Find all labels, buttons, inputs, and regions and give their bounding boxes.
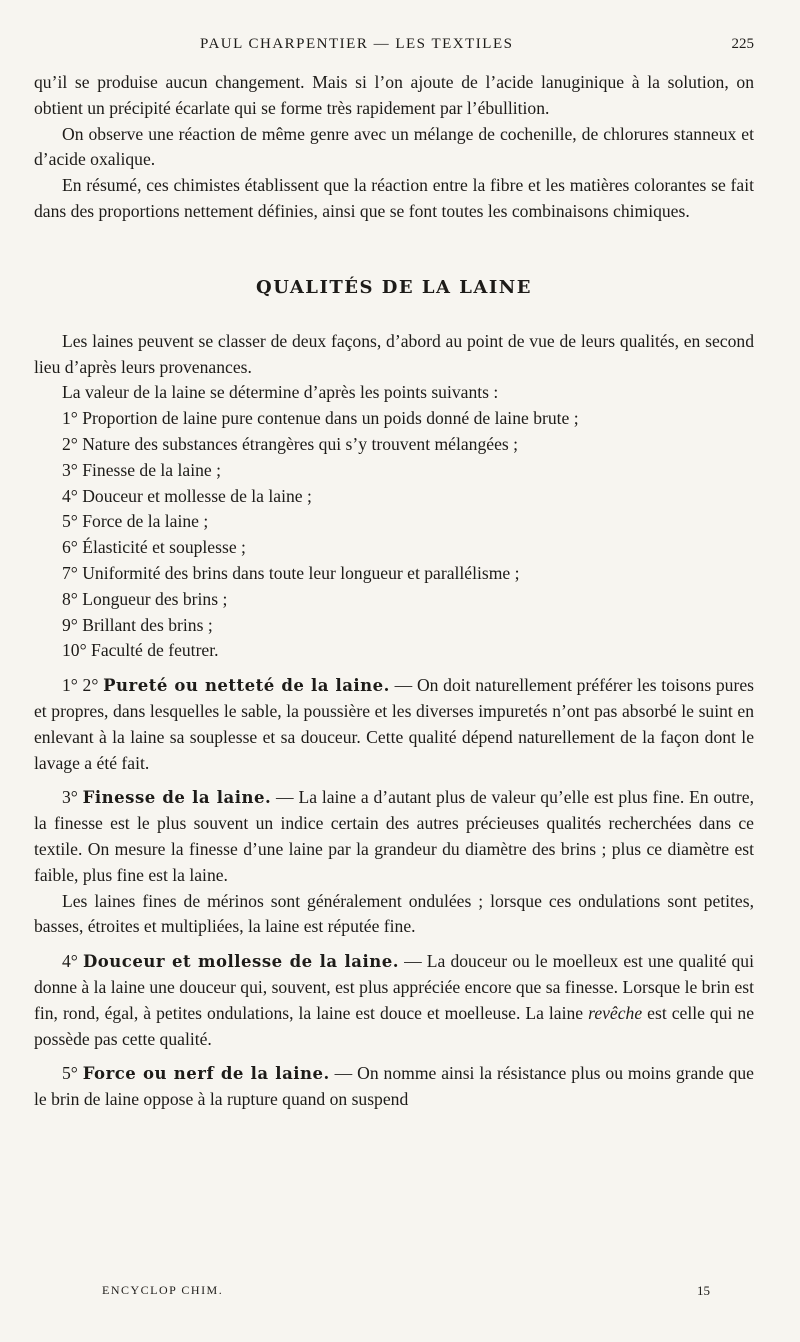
section-paragraph-1: Les laines peuvent se classer de deux façons, d’abord au point de vue de leurs qualités, en second lieu d’après leurs provenances. <box>34 330 754 377</box>
list-item: 6° Élasticité et souplesse ; <box>62 537 246 558</box>
intro-paragraph-1: qu’il se produise aucun changement. Mais si l’on ajoute de l’acide lanuginique à la solution, on obtient un précipité écarlate qui se forme très rapidement par l’ébullition. <box>34 72 754 118</box>
item-text: — La douceur ou le moelleux est une qualité qui donne à la laine une douceur qui, souvent, est plus appréciée encore que sa finesse. Lorsque le brin est fin, rond, égal, à petites ondulations, la laine est douce et moelleuse. La laine <box>34 951 754 1023</box>
item-douceur <box>34 949 754 1052</box>
item-text: — On nomme ainsi la résistance plus ou moins grande que le brin de laine oppose à la rupture quand on suspend <box>34 1063 754 1110</box>
list-item: 9° Brillant des brins ; <box>62 614 213 635</box>
item-purete <box>34 673 754 776</box>
quality-points-list <box>34 406 754 664</box>
list-item: 2° Nature des substances étrangères qui s’y trouvent mélangées ; <box>62 433 519 454</box>
list-item: 8° Longueur des brins ; <box>62 588 228 609</box>
running-title: PAUL CHARPENTIER — LES TEXTILES <box>200 36 514 52</box>
list-item: 7° Uniformité des brins dans toute leur longueur et parallélisme ; <box>62 562 520 583</box>
signature-mark: ENCYCLOP CHIM. <box>102 1283 224 1297</box>
page-number: 225 <box>731 36 754 52</box>
item-number: 1° 2° <box>62 675 99 696</box>
list-item: 3° Finesse de la laine ; <box>62 459 221 480</box>
list-item: 1° Proportion de laine pure contenue dans un poids donné de laine brute ; <box>62 408 579 429</box>
item-heading: Pureté ou netteté de la laine. <box>103 676 390 696</box>
item-finesse <box>34 785 754 888</box>
item-text: — La laine a d’autant plus de valeur qu’elle est plus fine. En outre, la finesse est le plus souvent un indice certain des autres précieuses qualités recherchées dans ce textile. On mesure la finesse d’une laine par la grandeur du diamètre des brins ; plus ce diamètre est faible, plus fine est la laine. <box>34 787 754 885</box>
intro-paragraph-2: On observe une réaction de même genre avec un mélange de cochenille, de chlorures stanneux et d’acide oxalique. <box>34 123 754 170</box>
page-footer <box>102 1283 710 1299</box>
section-paragraph-2: La valeur de la laine se détermine d’après les points suivants : <box>62 382 499 403</box>
item-text: — On doit naturellement préférer les toisons pures et propres, dans lesquelles le sable, la poussière et les diverses impuretés n’ont pas absorbé le suint en enlevant à la laine sa souplesse et sa douceur. Cette qualité dépend naturellement de la façon dont le lavage a été fait. <box>34 675 754 773</box>
list-item: 5° Force de la laine ; <box>62 511 209 532</box>
item-heading: Force ou nerf de la laine. <box>82 1064 330 1084</box>
item-finesse-paragraph-2: Les laines fines de mérinos sont généralement ondulées ; lorsque ces ondulations sont petites, basses, étroites et multipliées, la laine est réputée fine. <box>34 890 754 937</box>
item-heading: Finesse de la laine. <box>82 788 272 808</box>
item-italic-term: revêche <box>588 1002 643 1023</box>
item-number: 5° <box>62 1063 78 1084</box>
list-item: 10° Faculté de feutrer. <box>62 640 219 661</box>
item-number: 4° <box>62 951 78 972</box>
item-heading: Douceur et mollesse de la laine. <box>82 952 399 972</box>
item-force <box>34 1061 754 1113</box>
list-item: 4° Douceur et mollesse de la laine ; <box>62 485 312 506</box>
intro-paragraph-3: En résumé, ces chimistes établissent que la réaction entre la fibre et les matières colorantes se fait dans des proportions nettement définies, ainsi que se font toutes les combinaisons chimiques. <box>34 175 754 221</box>
item-text: est celle qui ne possède pas cette qualité. <box>34 1002 754 1049</box>
item-number: 3° <box>62 787 78 808</box>
section-title: QUALITÉS DE LA LAINE <box>256 276 532 298</box>
running-head <box>34 36 754 60</box>
signature-number: 15 <box>697 1283 710 1298</box>
